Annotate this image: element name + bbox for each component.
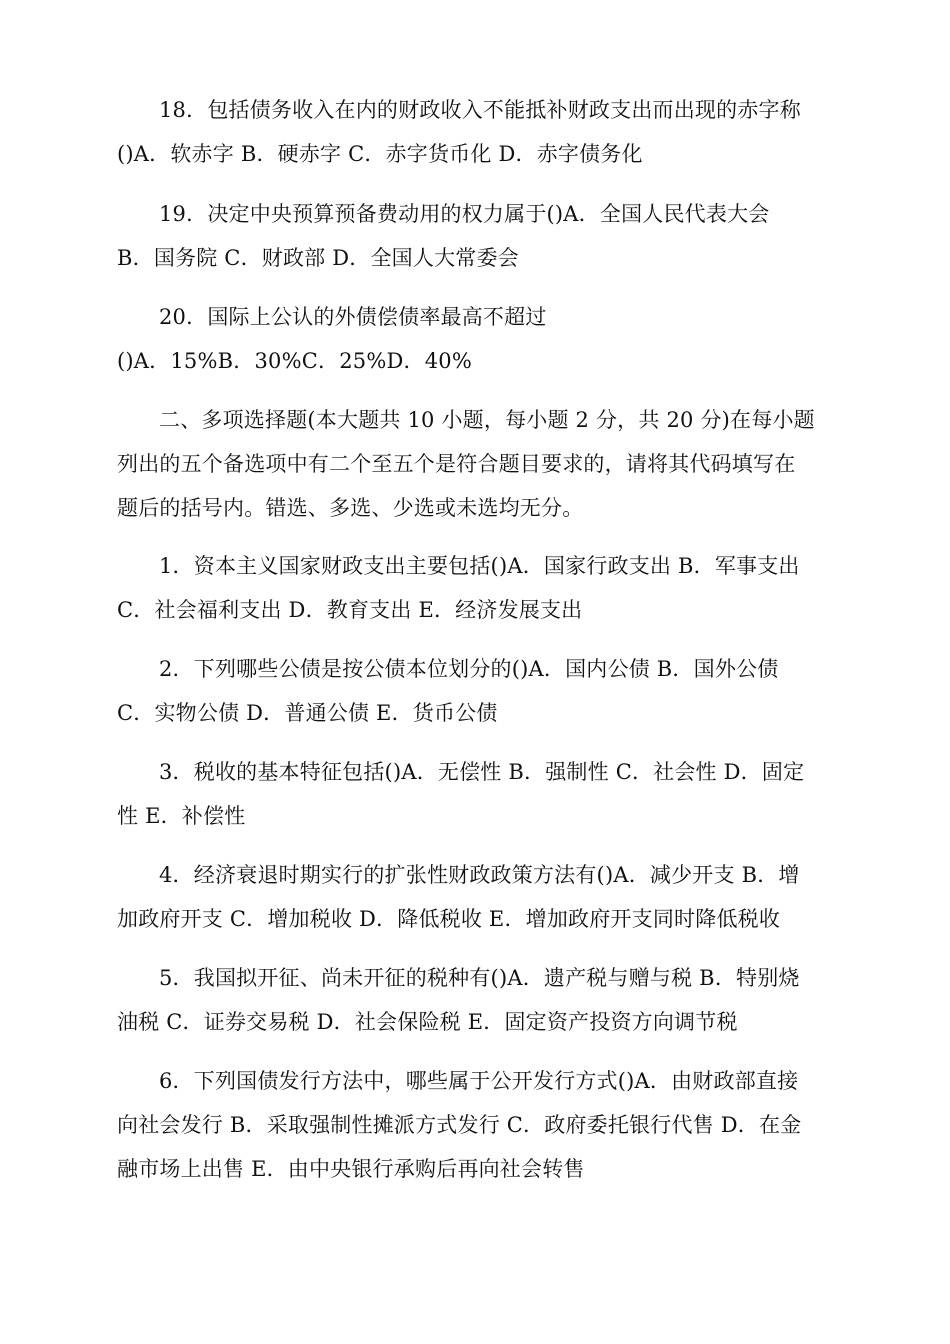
question-line: 2．下列哪些公债是按公债本位划分的()A．国内公债 B．国外公债 bbox=[159, 657, 779, 681]
question-line: 性 E．补偿性 bbox=[117, 804, 246, 828]
question-line: 3．税收的基本特征包括()A．无偿性 B．强制性 C．社会性 D．固定 bbox=[159, 760, 805, 784]
question-18 bbox=[117, 88, 837, 176]
question-20 bbox=[117, 295, 837, 383]
multi-question-1 bbox=[117, 544, 837, 632]
question-line: 油税 C．证券交易税 D．社会保险税 E．固定资产投资方向调节税 bbox=[117, 1010, 738, 1034]
question-line: 4．经济衰退时期实行的扩张性财政政策方法有()A．减少开支 B．增 bbox=[159, 863, 800, 887]
question-line: B．国务院 C．财政部 D．全国人大常委会 bbox=[117, 246, 519, 270]
multi-question-6 bbox=[117, 1059, 837, 1191]
section-heading-multiple-choice bbox=[117, 398, 837, 530]
section-line: 二、多项选择题(本大题共 10 小题，每小题 2 分，共 20 分)在每小题 bbox=[159, 408, 815, 432]
question-line: ()A．15%B．30%C．25%D．40% bbox=[117, 349, 472, 373]
question-line: ()A．软赤字 B．硬赤字 C．赤字货币化 D．赤字债务化 bbox=[117, 142, 643, 166]
multi-question-2 bbox=[117, 647, 837, 735]
question-line: 5．我国拟开征、尚未开征的税种有()A．遗产税与赠与税 B．特别烧 bbox=[159, 966, 800, 990]
question-line: 1．资本主义国家财政支出主要包括()A．国家行政支出 B．军事支出 bbox=[159, 554, 800, 578]
question-line: C．实物公债 D．普通公债 E．货币公债 bbox=[117, 701, 498, 725]
multi-question-5 bbox=[117, 956, 837, 1044]
question-line: C．社会福利支出 D．教育支出 E．经济发展支出 bbox=[117, 598, 583, 622]
question-19 bbox=[117, 192, 837, 280]
question-line: 向社会发行 B．采取强制性摊派方式发行 C．政府委托银行代售 D．在金 bbox=[117, 1113, 802, 1137]
question-line: 6．下列国债发行方法中，哪些属于公开发行方式()A．由财政部直接 bbox=[159, 1069, 799, 1093]
multi-question-4 bbox=[117, 853, 837, 941]
question-line: 20．国际上公认的外债偿债率最高不超过 bbox=[159, 305, 547, 329]
section-line: 题后的括号内。错选、多选、少选或未选均无分。 bbox=[117, 496, 584, 520]
question-line: 加政府开支 C．增加税收 D．降低税收 E．增加政府开支同时降低税收 bbox=[117, 907, 781, 931]
question-line: 融市场上出售 E．由中央银行承购后再向社会转售 bbox=[117, 1157, 585, 1181]
question-line: 18．包括债务收入在内的财政收入不能抵补财政支出而出现的赤字称 bbox=[159, 98, 801, 122]
question-line: 19．决定中央预算预备费动用的权力属于()A．全国人民代表大会 bbox=[159, 202, 770, 226]
section-line: 列出的五个备选项中有二个至五个是符合题目要求的，请将其代码填写在 bbox=[117, 452, 796, 476]
multi-question-3 bbox=[117, 750, 837, 838]
